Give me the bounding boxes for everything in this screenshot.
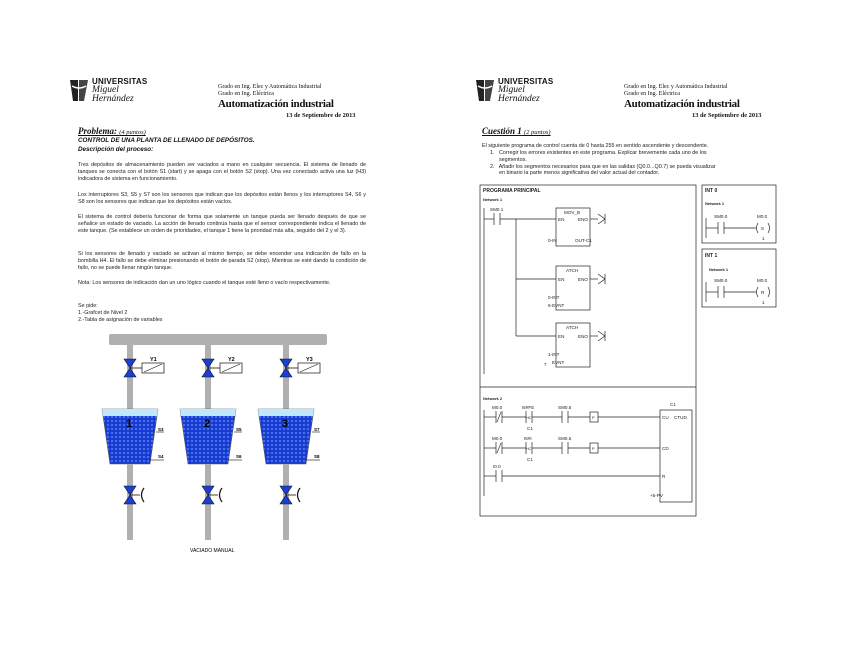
sm05-label-2: SM0.5 <box>558 436 572 441</box>
ctud-block <box>660 410 692 502</box>
item-1-cont: segmentos. <box>490 156 527 163</box>
atch2-evnt-num: 7 <box>544 362 547 367</box>
paragraph-4: Si los sensores de llenado y vaciado se activan al mismo tiempo, se debe encender una indicación de fallo en la bombilla H4. El fallo se debe eliminar presionando el botón de parada S2 (stop). Mientras se esté dando la condición de fallo, no se puede llenar ningún tanque. <box>78 251 366 272</box>
course-title: Automatización industrial <box>218 98 334 110</box>
i5fi-label: I5#I <box>524 436 532 441</box>
atch1-label: ATCH <box>566 268 579 273</box>
int1-title: INT 1 <box>705 253 718 259</box>
sm01-label: SM0.1 <box>490 207 504 212</box>
tank-number: 3 <box>282 418 289 430</box>
atch1-evnt: 6-EVNT <box>548 303 565 308</box>
ladder-diagram <box>478 184 778 518</box>
paragraph-1: Tres depósitos de almacenamiento pueden ser vaciados a mano en cualquier secuencia. El sistema de llenado de tanques se conecta con el botón S1 (start) y se apaga con el botón S2 (stop). Una vez conectado activa una luz (H3) indicadora de sistema en funcionamiento. <box>78 162 366 183</box>
tank-liquid-surface <box>258 409 314 416</box>
mov-b-en: EN <box>558 217 565 222</box>
header-line-1: Grado en Ing. Elec y Automática Industrial <box>624 84 728 90</box>
mov-b-label: MOV_B <box>564 210 581 215</box>
process-description-heading: Descripción del proceso: <box>78 146 154 153</box>
main-program-frame <box>480 185 696 516</box>
atch2-evnt: EVNT <box>552 360 565 365</box>
atch2-int: 1-INT <box>548 352 560 357</box>
int0-n: 1 <box>762 236 765 241</box>
tank-unit-3 <box>258 345 320 540</box>
paragraph-3: El sistema de control debería funcionar de forma que solamente un tanque pueda ser llenado después de que se señalice un estado de vaciado. La acción de llenado continúa hasta que el sensor correspondiente indica el llenado de este tanque. (Se establece un orden de prioridades, el tanque 1 tiene la prioridad más alta, seguido del 2 y el 3). <box>78 214 366 235</box>
int0-title: INT 0 <box>705 188 718 194</box>
manual-handle-icon <box>142 488 145 502</box>
ask-2: 2.-Tabla de asignación de variables <box>78 316 163 323</box>
full-sensor-label: S7 <box>314 427 320 432</box>
tank-diagram <box>95 328 345 558</box>
atch2-en: EN <box>558 334 565 339</box>
valve-label: Y1 <box>150 357 157 363</box>
exam-date: 13 de Septiembre de 2013 <box>286 112 356 119</box>
valve-label: Y2 <box>228 357 235 363</box>
c1-label-b: C1 <box>527 457 533 462</box>
empty-sensor-label: S6 <box>236 454 242 459</box>
ctud-c1-label: C1 <box>670 402 676 407</box>
header-line-2: Grado en Ing. Eléctrica <box>218 91 274 97</box>
problem-title <box>78 126 146 136</box>
paragraph-2: Los interruptores S3, S5 y S7 son los sensores que indican que los depósitos están llenos y los interruptores S4, S6 y S8 son los sensores que indican que los depósitos están vacíos. <box>78 192 366 206</box>
logo-brand: UNIVERSITAS <box>498 77 554 86</box>
header-line-2: Grado en Ing. Eléctrica <box>624 91 680 97</box>
tank-number: 1 <box>126 418 133 430</box>
mov-b-in: 0-IN <box>548 238 557 243</box>
item-1: 1. Corregir los errores existentes en este programa. Explicar brevemente cada uno de los <box>490 150 707 156</box>
p-label-2: P <box>592 446 595 451</box>
item-2-cont: en binario la parte menos significativa del valor actual del contador. <box>490 170 660 177</box>
p-label-1: P <box>592 415 595 420</box>
ctud-pv: +5-PV <box>650 493 663 498</box>
empty-sensor-label: S4 <box>158 454 164 459</box>
int1-m00: M0.0 <box>757 278 768 283</box>
manual-handle-icon <box>220 488 223 502</box>
umh-logo-right <box>474 77 554 105</box>
problem-subtitle: CONTROL DE UNA PLANTA DE LLENADO DE DEPÓSITOS. <box>78 137 255 144</box>
tank-number: 2 <box>204 418 211 430</box>
m00-label: M0.0 <box>492 405 503 410</box>
main-program-title: PROGRAMA PRINCIPAL <box>483 188 541 194</box>
int0-sm00: SM0.0 <box>714 214 728 219</box>
umh-logo-left <box>68 77 148 105</box>
umh-emblem-icon <box>68 77 90 103</box>
c1-label-a: C1 <box>527 426 533 431</box>
manual-handle-icon <box>298 488 301 502</box>
item-2: 2. Añadir los segmentos necesarios para que en las salidas (Q0.0...Q0.7) se pueda visualizar <box>490 163 716 170</box>
atch1-eno: ENO <box>578 277 588 282</box>
mov-b-out: OUT-C1 <box>575 238 592 243</box>
logo-name-1: Miguel <box>92 85 119 95</box>
i5fe-label: I5#FE <box>522 405 535 410</box>
supply-pipe <box>109 334 327 345</box>
atch2-label: ATCH <box>566 325 579 330</box>
ctud-cd: CD <box>662 446 669 451</box>
int1-n: 1 <box>762 300 765 305</box>
umh-emblem-icon <box>474 77 496 103</box>
course-title: Automatización industrial <box>624 98 740 110</box>
question-title <box>482 126 551 136</box>
m00-label-2: M0.0 <box>492 436 503 441</box>
ctud-r: R <box>662 474 666 479</box>
int0-m00: M0.0 <box>757 214 768 219</box>
mov-b-eno: ENO <box>578 217 588 222</box>
tank-liquid-surface <box>180 409 236 416</box>
paragraph-5: Nota: Los sensores de indicación dan un uno lógico cuando el tanque esté lleno o vacío respectivamente. <box>78 280 331 286</box>
header-line-1: Grado en Ing. Elec y Automática Industrial <box>218 84 322 90</box>
atch1-en: EN <box>558 277 565 282</box>
tank-unit-2 <box>180 345 242 540</box>
atch1-int: 0-INT <box>548 295 560 300</box>
problem-title-text: Problema: <box>78 126 117 136</box>
logo-name-2: Hernández <box>92 94 134 104</box>
full-sensor-label: S5 <box>236 427 242 432</box>
problem-points: (4 puntos) <box>119 129 146 136</box>
question-items <box>490 150 716 177</box>
logo-name-1: Miguel <box>498 85 525 95</box>
hc-label-2: HC <box>526 447 532 451</box>
ctud-cu: CU <box>662 415 669 420</box>
asks-list <box>78 303 163 323</box>
logo-brand: UNIVERSITAS <box>92 77 148 86</box>
int1-network: Network 1 <box>709 267 729 272</box>
atch2-eno: ENO <box>578 334 588 339</box>
int0-coil: S <box>761 226 765 231</box>
valve-label: Y3 <box>306 357 313 363</box>
empty-sensor-label: S8 <box>314 454 320 459</box>
tank-liquid-surface <box>102 409 158 416</box>
sm05-label-1: SM0.5 <box>558 405 572 410</box>
diagram-caption: VACIADO MANUAL <box>190 548 235 554</box>
question-intro: El siguiente programa de control cuenta de 0 hasta 255 en sentido ascendente y descendente. <box>482 143 709 149</box>
question-title-text: Cuestión 1 <box>482 126 522 136</box>
network-1-label: Network 1 <box>483 197 503 202</box>
question-points: (2 puntos) <box>524 129 551 136</box>
int1-sm00: SM0.0 <box>714 278 728 283</box>
full-sensor-label: S3 <box>158 427 164 432</box>
network-2-label: Network 2 <box>483 396 503 401</box>
hc-label-1: HC <box>526 416 532 420</box>
exam-date: 13 de Septiembre de 2013 <box>692 112 762 119</box>
int0-network: Network 1 <box>705 201 725 206</box>
int1-coil: R <box>761 290 765 295</box>
ask-1: 1.-Grafcet de Nivel 2 <box>78 309 128 316</box>
ctud-label: CTUD <box>674 415 687 420</box>
logo-name-2: Hernández <box>498 94 540 104</box>
i00-label: I0.0 <box>493 464 501 469</box>
tank-unit-1 <box>102 345 164 540</box>
asks-label: Se pide: <box>78 303 98 309</box>
